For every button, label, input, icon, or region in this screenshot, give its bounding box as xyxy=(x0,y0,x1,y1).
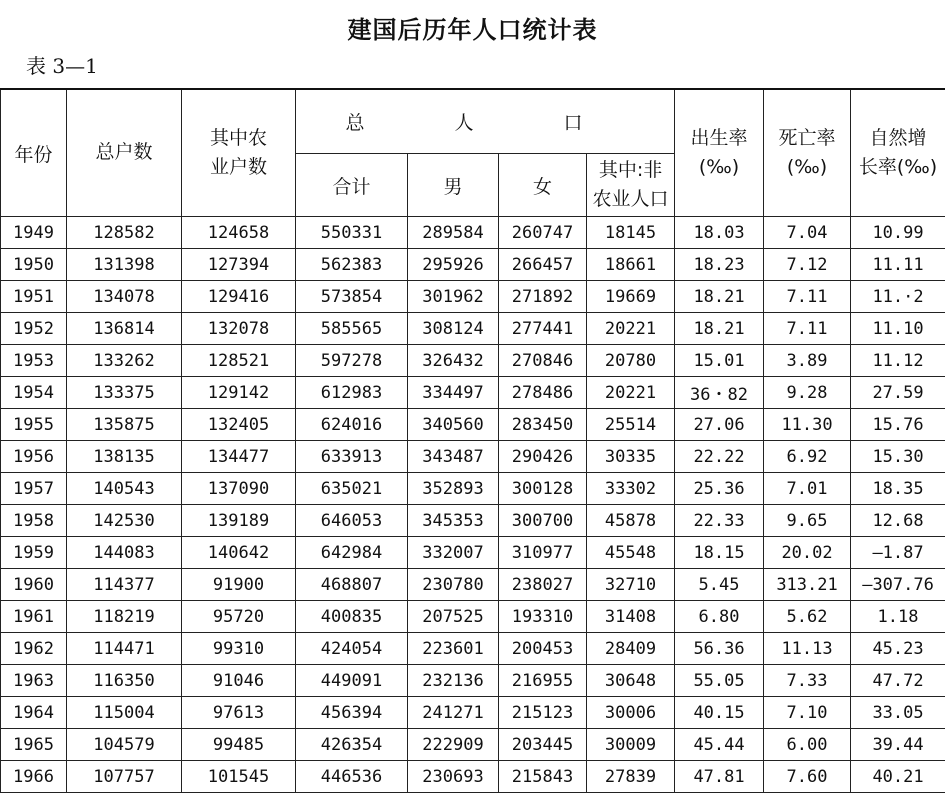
table-row xyxy=(1,217,945,249)
cell-year: 1951 xyxy=(1,281,67,313)
table-row xyxy=(1,665,945,697)
cell-birth-rate: 18.03 xyxy=(675,217,764,249)
cell-year: 1965 xyxy=(1,729,67,761)
cell-female: 216955 xyxy=(499,665,587,697)
cell-female: 300128 xyxy=(499,473,587,505)
cell-agri-households: 95720 xyxy=(182,601,296,633)
cell-subtotal: 449091 xyxy=(296,665,408,697)
cell-non-agri: 31408 xyxy=(587,601,675,633)
cell-year: 1950 xyxy=(1,249,67,281)
cell-year: 1958 xyxy=(1,505,67,537)
table-row xyxy=(1,569,945,601)
cell-total-households: 115004 xyxy=(67,697,182,729)
cell-non-agri: 45878 xyxy=(587,505,675,537)
cell-male: 223601 xyxy=(408,633,499,665)
cell-year: 1964 xyxy=(1,697,67,729)
cell-growth-rate: 11.12 xyxy=(851,345,945,377)
cell-agri-households: 128521 xyxy=(182,345,296,377)
cell-year: 1953 xyxy=(1,345,67,377)
cell-death-rate: 9.28 xyxy=(764,377,851,409)
cell-total-households: 144083 xyxy=(67,537,182,569)
cell-agri-households: 127394 xyxy=(182,249,296,281)
cell-birth-rate: 36・82 xyxy=(675,377,764,409)
cell-birth-rate: 18.21 xyxy=(675,313,764,345)
cell-year: 1949 xyxy=(1,217,67,249)
cell-male: 207525 xyxy=(408,601,499,633)
header-total-households xyxy=(67,89,182,217)
cell-death-rate: 5.62 xyxy=(764,601,851,633)
cell-subtotal: 635021 xyxy=(296,473,408,505)
cell-total-households: 133375 xyxy=(67,377,182,409)
header-growth-rate-line-2: 长率(‰) xyxy=(858,156,938,178)
cell-death-rate: 7.01 xyxy=(764,473,851,505)
cell-male: 230693 xyxy=(408,761,499,793)
cell-birth-rate: 22.33 xyxy=(675,505,764,537)
cell-non-agri: 32710 xyxy=(587,569,675,601)
cell-agri-households: 99485 xyxy=(182,729,296,761)
cell-male: 326432 xyxy=(408,345,499,377)
cell-male: 352893 xyxy=(408,473,499,505)
cell-agri-households: 139189 xyxy=(182,505,296,537)
cell-growth-rate: 47.72 xyxy=(851,665,945,697)
cell-agri-households: 132405 xyxy=(182,409,296,441)
cell-total-households: 133262 xyxy=(67,345,182,377)
cell-agri-households: 134477 xyxy=(182,441,296,473)
cell-agri-households: 91046 xyxy=(182,665,296,697)
table-body xyxy=(1,217,945,793)
cell-growth-rate: —1.87 xyxy=(851,537,945,569)
cell-growth-rate: 11.10 xyxy=(851,313,945,345)
table-row xyxy=(1,377,945,409)
table-row xyxy=(1,697,945,729)
cell-male: 332007 xyxy=(408,537,499,569)
header-total-population: 总 人 口 xyxy=(296,89,675,154)
cell-year: 1959 xyxy=(1,537,67,569)
page-title: 建国后历年人口统计表 xyxy=(347,16,598,44)
table-row xyxy=(1,441,945,473)
cell-agri-households: 99310 xyxy=(182,633,296,665)
cell-growth-rate: 27.59 xyxy=(851,377,945,409)
header-death-rate xyxy=(764,89,851,217)
cell-subtotal: 424054 xyxy=(296,633,408,665)
cell-female: 277441 xyxy=(499,313,587,345)
cell-subtotal: 633913 xyxy=(296,441,408,473)
header-total-households-line-1: 总户数 xyxy=(95,141,153,164)
cell-subtotal: 646053 xyxy=(296,505,408,537)
cell-subtotal: 612983 xyxy=(296,377,408,409)
cell-non-agri: 20221 xyxy=(587,313,675,345)
cell-death-rate: 3.89 xyxy=(764,345,851,377)
cell-non-agri: 27839 xyxy=(587,761,675,793)
header-birth-rate-line-1: 出生率 xyxy=(690,126,748,149)
cell-subtotal: 446536 xyxy=(296,761,408,793)
cell-non-agri: 30006 xyxy=(587,697,675,729)
cell-total-households: 114377 xyxy=(67,569,182,601)
cell-growth-rate: 15.76 xyxy=(851,409,945,441)
cell-growth-rate: 40.21 xyxy=(851,761,945,793)
header-agri-households-line-2: 业户数 xyxy=(209,156,267,178)
cell-birth-rate: 55.05 xyxy=(675,665,764,697)
cell-subtotal: 597278 xyxy=(296,345,408,377)
cell-male: 222909 xyxy=(408,729,499,761)
table-row xyxy=(1,537,945,569)
cell-agri-households: 129416 xyxy=(182,281,296,313)
cell-total-households: 114471 xyxy=(67,633,182,665)
cell-death-rate: 7.60 xyxy=(764,761,851,793)
header-year: 年份 xyxy=(1,89,67,217)
cell-death-rate: 7.11 xyxy=(764,313,851,345)
cell-growth-rate: 1.18 xyxy=(851,601,945,633)
header-subtotal: 合计 xyxy=(296,154,408,217)
cell-birth-rate: 40.15 xyxy=(675,697,764,729)
cell-year: 1955 xyxy=(1,409,67,441)
cell-non-agri: 25514 xyxy=(587,409,675,441)
cell-subtotal: 468807 xyxy=(296,569,408,601)
cell-male: 295926 xyxy=(408,249,499,281)
cell-death-rate: 6.92 xyxy=(764,441,851,473)
header-non-agri xyxy=(587,154,675,217)
header-non-agri-line-1: 其中:非 xyxy=(598,158,663,181)
cell-male: 340560 xyxy=(408,409,499,441)
cell-birth-rate: 5.45 xyxy=(675,569,764,601)
cell-non-agri: 18661 xyxy=(587,249,675,281)
cell-total-households: 142530 xyxy=(67,505,182,537)
cell-non-agri: 20221 xyxy=(587,377,675,409)
cell-death-rate: 6.00 xyxy=(764,729,851,761)
cell-total-households: 135875 xyxy=(67,409,182,441)
cell-non-agri: 20780 xyxy=(587,345,675,377)
cell-total-households: 104579 xyxy=(67,729,182,761)
cell-total-households: 128582 xyxy=(67,217,182,249)
cell-year: 1954 xyxy=(1,377,67,409)
cell-female: 260747 xyxy=(499,217,587,249)
cell-birth-rate: 15.01 xyxy=(675,345,764,377)
cell-total-households: 138135 xyxy=(67,441,182,473)
cell-subtotal: 400835 xyxy=(296,601,408,633)
cell-growth-rate: 10.99 xyxy=(851,217,945,249)
cell-year: 1963 xyxy=(1,665,67,697)
table-row xyxy=(1,505,945,537)
cell-male: 241271 xyxy=(408,697,499,729)
header-death-rate-line-1: 死亡率 xyxy=(778,126,836,149)
cell-subtotal: 562383 xyxy=(296,249,408,281)
header-female: 女 xyxy=(499,154,587,217)
cell-agri-households: 129142 xyxy=(182,377,296,409)
cell-growth-rate: 18.35 xyxy=(851,473,945,505)
header-agri-households xyxy=(182,89,296,217)
cell-female: 278486 xyxy=(499,377,587,409)
cell-total-households: 107757 xyxy=(67,761,182,793)
cell-birth-rate: 18.15 xyxy=(675,537,764,569)
cell-death-rate: 7.04 xyxy=(764,217,851,249)
header-agri-households-line-1: 其中农 xyxy=(209,126,267,149)
cell-growth-rate: 39.44 xyxy=(851,729,945,761)
cell-death-rate: 20.02 xyxy=(764,537,851,569)
cell-female: 290426 xyxy=(499,441,587,473)
cell-female: 200453 xyxy=(499,633,587,665)
table-row xyxy=(1,473,945,505)
table-row xyxy=(1,729,945,761)
cell-total-households: 136814 xyxy=(67,313,182,345)
cell-agri-households: 137090 xyxy=(182,473,296,505)
cell-female: 215123 xyxy=(499,697,587,729)
cell-subtotal: 624016 xyxy=(296,409,408,441)
cell-agri-households: 140642 xyxy=(182,537,296,569)
cell-female: 266457 xyxy=(499,249,587,281)
cell-subtotal: 642984 xyxy=(296,537,408,569)
cell-female: 215843 xyxy=(499,761,587,793)
cell-year: 1957 xyxy=(1,473,67,505)
cell-male: 308124 xyxy=(408,313,499,345)
cell-total-households: 140543 xyxy=(67,473,182,505)
cell-agri-households: 132078 xyxy=(182,313,296,345)
table-row xyxy=(1,281,945,313)
cell-death-rate: 313.21 xyxy=(764,569,851,601)
table-label: 表 3—1 xyxy=(26,54,98,78)
cell-agri-households: 124658 xyxy=(182,217,296,249)
cell-growth-rate: 45.23 xyxy=(851,633,945,665)
cell-male: 232136 xyxy=(408,665,499,697)
population-table xyxy=(0,88,945,793)
cell-subtotal: 426354 xyxy=(296,729,408,761)
cell-birth-rate: 25.36 xyxy=(675,473,764,505)
cell-death-rate: 11.30 xyxy=(764,409,851,441)
cell-non-agri: 33302 xyxy=(587,473,675,505)
cell-female: 310977 xyxy=(499,537,587,569)
cell-non-agri: 30648 xyxy=(587,665,675,697)
cell-non-agri: 18145 xyxy=(587,217,675,249)
cell-non-agri: 30009 xyxy=(587,729,675,761)
header-death-rate-line-2: (‰) xyxy=(786,156,828,178)
header-growth-rate-line-1: 自然增 xyxy=(869,126,927,149)
table-row xyxy=(1,345,945,377)
cell-total-households: 131398 xyxy=(67,249,182,281)
cell-growth-rate: 33.05 xyxy=(851,697,945,729)
table-row xyxy=(1,601,945,633)
cell-birth-rate: 27.06 xyxy=(675,409,764,441)
cell-birth-rate: 47.81 xyxy=(675,761,764,793)
cell-death-rate: 9.65 xyxy=(764,505,851,537)
cell-non-agri: 28409 xyxy=(587,633,675,665)
cell-female: 271892 xyxy=(499,281,587,313)
cell-year: 1961 xyxy=(1,601,67,633)
cell-female: 300700 xyxy=(499,505,587,537)
cell-male: 230780 xyxy=(408,569,499,601)
cell-year: 1952 xyxy=(1,313,67,345)
cell-total-households: 116350 xyxy=(67,665,182,697)
cell-year: 1960 xyxy=(1,569,67,601)
cell-male: 343487 xyxy=(408,441,499,473)
cell-growth-rate: 11.11 xyxy=(851,249,945,281)
header-growth-rate xyxy=(851,89,945,217)
table-row xyxy=(1,409,945,441)
cell-growth-rate: 15.30 xyxy=(851,441,945,473)
cell-female: 238027 xyxy=(499,569,587,601)
table-row xyxy=(1,633,945,665)
cell-growth-rate: —307.76 xyxy=(851,569,945,601)
cell-birth-rate: 45.44 xyxy=(675,729,764,761)
cell-death-rate: 7.11 xyxy=(764,281,851,313)
cell-subtotal: 585565 xyxy=(296,313,408,345)
cell-year: 1956 xyxy=(1,441,67,473)
header-male: 男 xyxy=(408,154,499,217)
cell-subtotal: 573854 xyxy=(296,281,408,313)
cell-male: 334497 xyxy=(408,377,499,409)
cell-subtotal: 456394 xyxy=(296,697,408,729)
header-birth-rate xyxy=(675,89,764,217)
cell-male: 301962 xyxy=(408,281,499,313)
cell-agri-households: 97613 xyxy=(182,697,296,729)
cell-non-agri: 45548 xyxy=(587,537,675,569)
cell-birth-rate: 22.22 xyxy=(675,441,764,473)
table-row xyxy=(1,761,945,793)
cell-subtotal: 550331 xyxy=(296,217,408,249)
cell-birth-rate: 18.21 xyxy=(675,281,764,313)
cell-year: 1966 xyxy=(1,761,67,793)
cell-birth-rate: 56.36 xyxy=(675,633,764,665)
cell-total-households: 118219 xyxy=(67,601,182,633)
cell-female: 193310 xyxy=(499,601,587,633)
cell-birth-rate: 18.23 xyxy=(675,249,764,281)
cell-male: 289584 xyxy=(408,217,499,249)
table-row xyxy=(1,249,945,281)
cell-non-agri: 19669 xyxy=(587,281,675,313)
cell-agri-households: 91900 xyxy=(182,569,296,601)
table-row xyxy=(1,313,945,345)
cell-birth-rate: 6.80 xyxy=(675,601,764,633)
cell-female: 203445 xyxy=(499,729,587,761)
cell-death-rate: 11.13 xyxy=(764,633,851,665)
cell-death-rate: 7.10 xyxy=(764,697,851,729)
cell-death-rate: 7.33 xyxy=(764,665,851,697)
cell-agri-households: 101545 xyxy=(182,761,296,793)
cell-total-households: 134078 xyxy=(67,281,182,313)
cell-year: 1962 xyxy=(1,633,67,665)
cell-male: 345353 xyxy=(408,505,499,537)
cell-growth-rate: 11.·2 xyxy=(851,281,945,313)
cell-death-rate: 7.12 xyxy=(764,249,851,281)
cell-female: 270846 xyxy=(499,345,587,377)
header-birth-rate-line-2: (‰) xyxy=(698,156,740,178)
cell-female: 283450 xyxy=(499,409,587,441)
header-non-agri-line-2: 农业人口 xyxy=(592,188,669,210)
cell-growth-rate: 12.68 xyxy=(851,505,945,537)
cell-non-agri: 30335 xyxy=(587,441,675,473)
